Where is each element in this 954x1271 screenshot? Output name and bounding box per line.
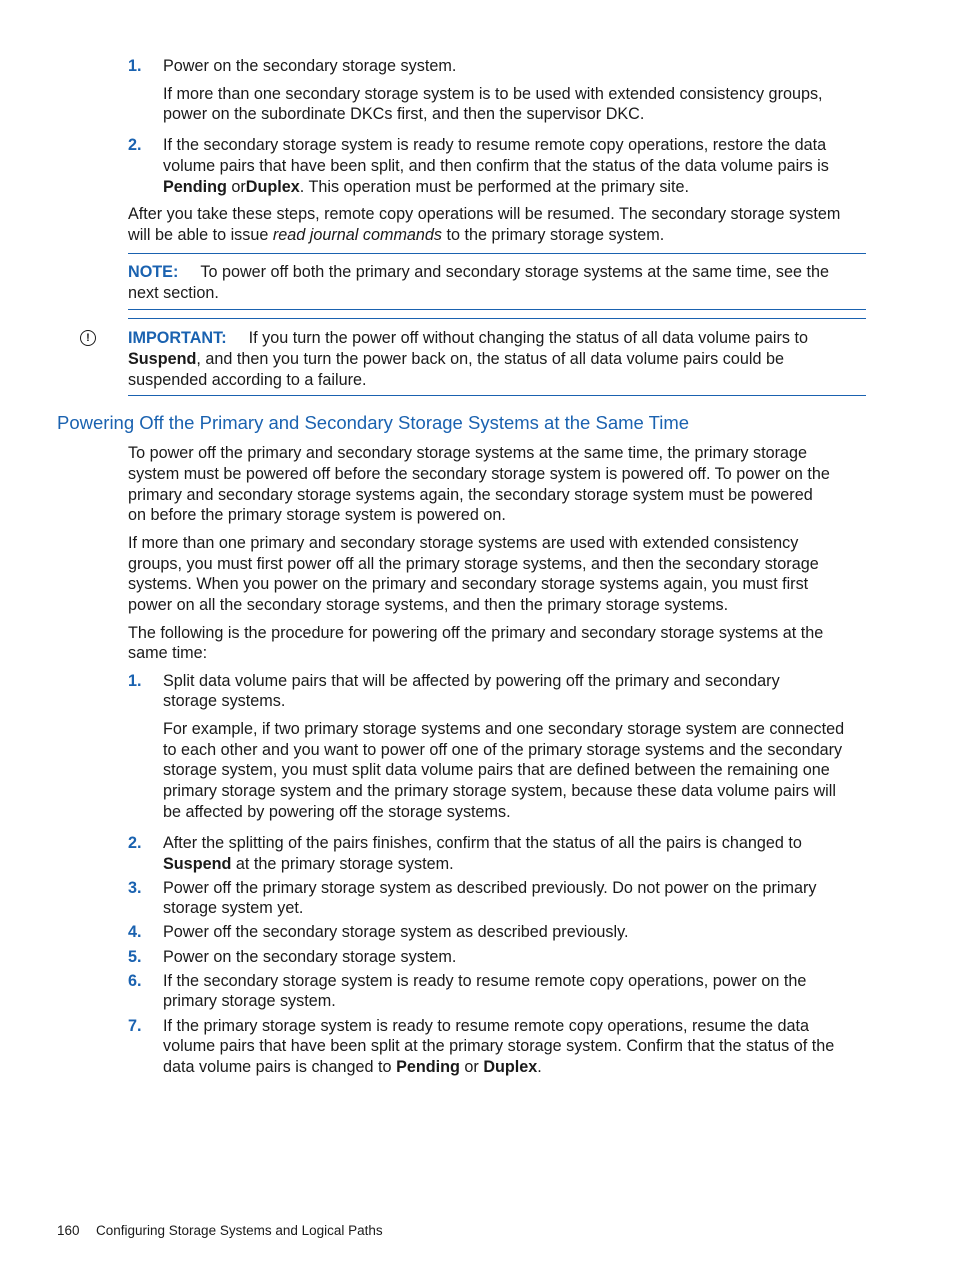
status-term: Duplex [245, 178, 300, 196]
step-number: 7. [128, 1017, 142, 1035]
status-term: Duplex [483, 1058, 538, 1076]
step-note-line: If more than one secondary storage system is to be used with extended consistency groups, [163, 85, 823, 103]
step-text: If the secondary storage system is ready to resume remote copy operations, power on the [163, 972, 807, 990]
paragraph-line: primary and secondary storage systems again, the secondary storage system must be powered [128, 486, 813, 504]
paragraph-line: systems. When you power on the primary and secondary storage systems again, you must first [128, 575, 809, 593]
note-label: NOTE: [128, 263, 179, 281]
step-text: Power on the secondary storage system. [163, 948, 457, 966]
step-text: primary storage system. [163, 992, 336, 1010]
step-text: storage system yet. [163, 899, 304, 917]
step-text: If the secondary storage system is ready to resume remote copy operations, restore the data [163, 136, 827, 154]
step-text: Split data volume pairs that will be affected by powering off the primary and secondary [163, 672, 780, 690]
note-bottom-rule [128, 309, 866, 310]
important-icon: ! [80, 330, 96, 346]
paragraph-line: system must be powered off before the secondary storage system is powered off. To power on the [128, 465, 830, 483]
section-heading: Powering Off the Primary and Secondary Storage Systems at the Same Time [57, 412, 690, 433]
step-text: storage systems. [163, 692, 286, 710]
note-top-rule [128, 253, 866, 254]
important-line: Suspend, and then you turn the power back on, the status of all data volume pairs could be [128, 350, 784, 368]
step-note-line: storage system, you must split data volume pairs that are defined between the remaining one [163, 761, 830, 779]
paragraph-line: on before the primary storage system is powered on. [128, 506, 506, 524]
footer-chapter-title: Configuring Storage Systems and Logical Paths [96, 1223, 383, 1238]
page-number: 160 [57, 1223, 80, 1238]
step-text: volume pairs that have been split, and then confirm that the status of the data volume pairs is [163, 157, 829, 175]
paragraph-line: groups, you must first power off all the primary storage systems, and then the secondary storage [128, 555, 819, 573]
step-text: Power off the primary storage system as described previously. Do not power on the primary [163, 879, 817, 897]
step-text: If the primary storage system is ready to resume remote copy operations, resume the data [163, 1017, 809, 1035]
important-label: IMPORTANT: [128, 329, 227, 347]
important-bottom-rule [128, 395, 866, 396]
step-note-line: For example, if two primary storage systems and one secondary storage system are connected [163, 720, 845, 738]
step-number: 2. [128, 834, 142, 852]
important-top-rule [128, 318, 866, 319]
paragraph-line: To power off the primary and secondary storage systems at the same time, the primary storage [128, 444, 807, 462]
important-line: suspended according to a failure. [128, 371, 367, 389]
important-line: IMPORTANT: If you turn the power off without changing the status of all data volume pairs to [128, 329, 809, 347]
step-text: Power off the secondary storage system as described previously. [163, 923, 629, 941]
paragraph-line: will be able to issue read journal commands to the primary storage system. [128, 226, 665, 244]
step-text: data volume pairs is changed to Pending or Duplex. [163, 1058, 542, 1076]
note-line: next section. [128, 284, 219, 302]
step-note-line: to each other and you want to power off one of the primary storage systems and the secondary [163, 741, 843, 759]
paragraph-line: The following is the procedure for powering off the primary and secondary storage systems at the [128, 624, 824, 642]
step-text: Suspend at the primary storage system. [163, 855, 454, 873]
step-text: After the splitting of the pairs finishes, confirm that the status of all the pairs is changed to [163, 834, 802, 852]
step-number: 6. [128, 972, 142, 990]
step-number: 1. [128, 672, 142, 690]
step-note-line: power on the subordinate DKCs first, and then the supervisor DKC. [163, 105, 645, 123]
status-term: Pending [163, 178, 227, 196]
paragraph-line: After you take these steps, remote copy operations will be resumed. The secondary storage system [128, 205, 841, 223]
status-term: Pending [396, 1058, 460, 1076]
step-note-line: primary storage system and the primary storage system, because these data volume pairs will [163, 782, 836, 800]
step-number: 2. [128, 136, 142, 154]
status-term: Suspend [163, 855, 232, 873]
paragraph-line: same time: [128, 644, 208, 662]
step-number: 3. [128, 879, 142, 897]
step-number: 5. [128, 948, 142, 966]
step-number: 4. [128, 923, 142, 941]
status-term: Suspend [128, 350, 197, 368]
step-text: Pending orDuplex. This operation must be performed at the primary site. [163, 178, 690, 196]
step-note-line: be affected by powering off the storage systems. [163, 803, 511, 821]
note-line: NOTE: To power off both the primary and secondary storage systems at the same time, see the [128, 263, 829, 281]
paragraph-line: If more than one primary and secondary storage systems are used with extended consistency [128, 534, 799, 552]
step-text: Power on the secondary storage system. [163, 57, 457, 75]
paragraph-line: power on all the secondary storage systems, and then the primary storage systems. [128, 596, 729, 614]
step-text: volume pairs that have been split at the primary storage system. Confirm that the status of the [163, 1037, 835, 1055]
step-number: 1. [128, 57, 142, 75]
